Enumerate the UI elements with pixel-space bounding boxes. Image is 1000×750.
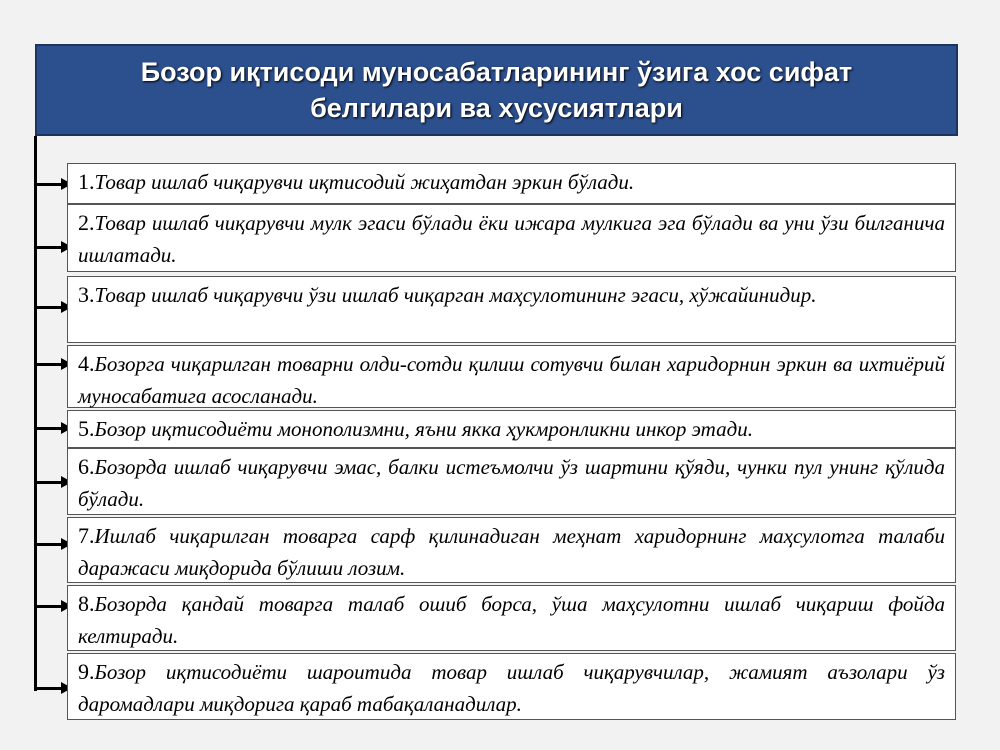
list-item-2: [67, 204, 956, 272]
item-text: Товар ишлаб чиқарувчи мулк эгаси бўлади ёки ижара мулкига эга бўлади ва уни ўзи билганича ишлатади.: [78, 211, 945, 267]
item-number: 8.: [78, 591, 95, 616]
item-text: Бозорда ишлаб чиқарувчи эмас, балки истеъмолчи ўз шартини қўяди, чунки пул унинг қўлида бўлади.: [78, 455, 945, 511]
list-item-9: [67, 653, 956, 720]
arrow-2: [36, 246, 62, 249]
list-item-1: [67, 163, 956, 204]
item-text: Товар ишлаб чиқарувчи ўзи ишлаб чиқарган маҳсулотининг эгаси, хўжайинидир.: [94, 283, 817, 307]
list-item-8: [67, 585, 956, 651]
diagram-title: Бозор иқтисоди муносабатларининг ўзига хос сифат белгилари ва хусусиятлари: [140, 57, 853, 123]
arrow-3: [36, 306, 62, 309]
list-item-5: [67, 410, 956, 448]
item-text: Ишлаб чиқарилган товарга сарф қилинадиган меҳнат харидорнинг маҳсулотга талаби даражаси миқдорида бўлиши лозим.: [78, 524, 945, 580]
title-banner: [35, 44, 958, 136]
arrow-4: [36, 363, 62, 366]
list-item-4: [67, 345, 956, 408]
item-text: Бозорда қандай товарга талаб ошиб борса, ўша маҳсулотни ишлаб чиқариш фойда келтиради.: [78, 592, 945, 648]
list-item-3: [67, 276, 956, 343]
item-text: Бозор иқтисодиёти монополизмни, яъни якка ҳукмронликни инкор этади.: [94, 417, 753, 441]
item-number: 6.: [78, 454, 95, 479]
item-text: Товар ишлаб чиқарувчи иқтисодий жиҳатдан эркин бўлади.: [94, 170, 635, 194]
item-number: 3.: [78, 282, 95, 307]
item-number: 9.: [78, 659, 95, 684]
list-item-7: [67, 517, 956, 583]
item-number: 4.: [78, 351, 95, 376]
arrow-9: [36, 687, 62, 690]
item-text: Бозорга чиқарилган товарни олди-сотди қилиш сотувчи билан харидорнин эркин ва ихтиёрий муносабатига асосланади.: [78, 352, 945, 408]
arrow-6: [36, 481, 62, 484]
list-item-6: [67, 448, 956, 515]
item-number: 7.: [78, 523, 95, 548]
arrow-8: [36, 605, 62, 608]
item-number: 2.: [78, 210, 95, 235]
item-number: 5.: [78, 416, 95, 441]
item-text: Бозор иқтисодиёти шароитида товар ишлаб чиқарувчилар, жамият аъзолари ўз даромадлари миқдорига қараб табақаланадилар.: [78, 660, 945, 716]
arrow-1: [36, 183, 62, 186]
arrow-5: [36, 427, 62, 430]
arrow-7: [36, 543, 62, 546]
item-number: 1.: [78, 169, 95, 194]
